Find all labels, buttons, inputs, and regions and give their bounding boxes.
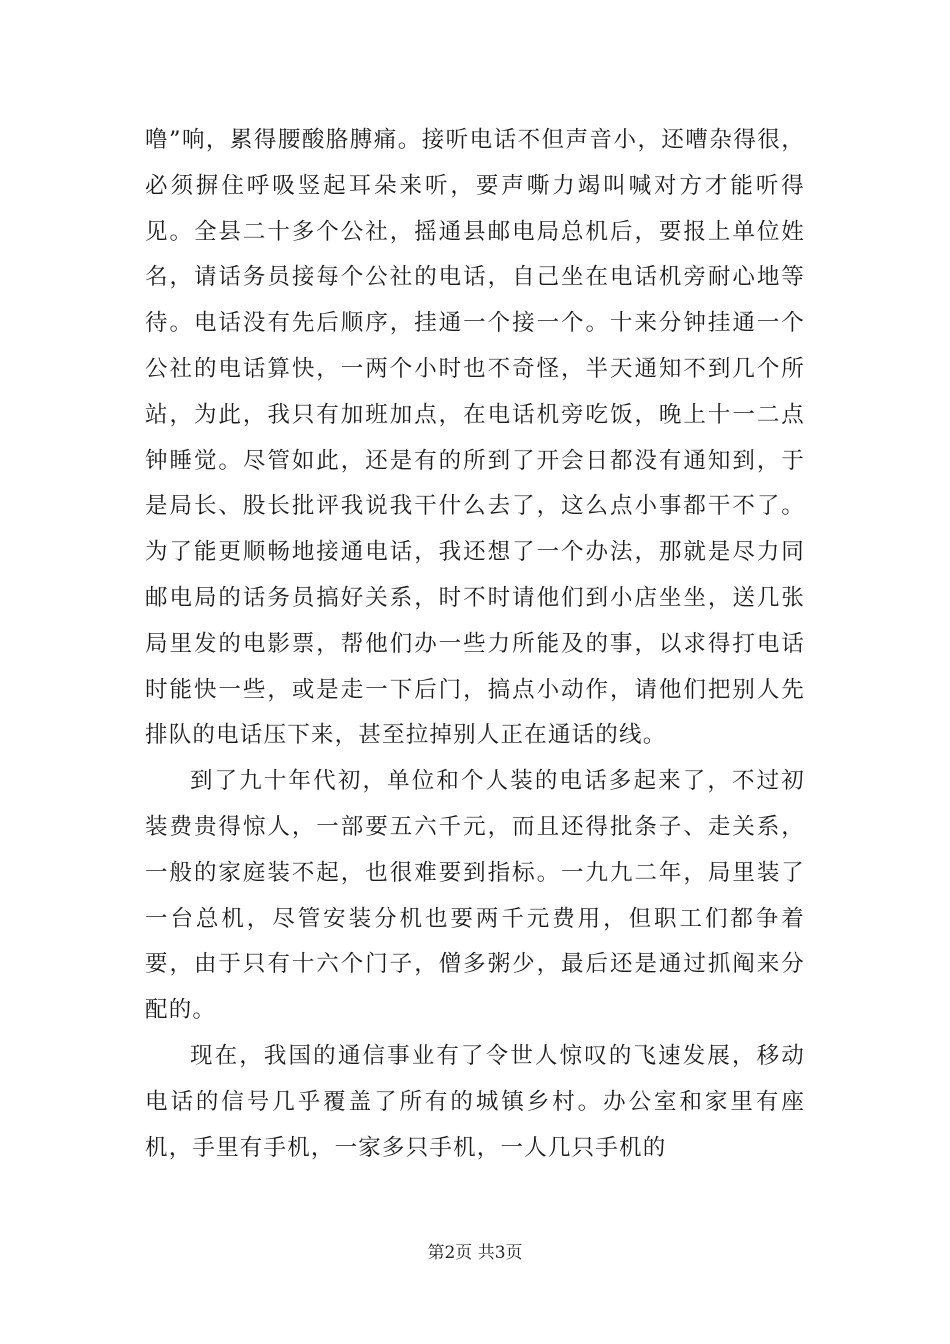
page-number-footer: 第2页 共3页 [427,1243,523,1263]
paragraph-3: 现在，我国的通信事业有了令世人惊叹的飞速发展，移动电话的信号几乎覆盖了所有的城镇乡村。办公室和家里有座机，手里有手机，一家多只手机，一人几只手机的 [145,1042,805,1161]
page-body [145,118,805,1171]
paragraph-2: 到了九十年代初，单位和个人装的电话多起来了，不过初装费贵得惊人，一部要五六千元，而且还得批条子、走关系，一般的家庭装不起，也很难要到指标。一九九二年，局里装了一台总机，尽管安装分机也要两千元费用，但职工们都争着要，由于只有十六个门子，僧多粥少，最后还是通过抓阄来分配的。 [145,768,805,1024]
paragraph-1: 噜”响，累得腰酸胳膊痛。接听电话不但声音小，还嘈杂得很，必须摒住呼吸竖起耳朵来听，要声嘶力竭叫喊对方才能听得见。全县二十多个公社，摇通县邮电局总机后，要报上单位姓名，请话务员接每个公社的电话，自己坐在电话机旁耐心地等待。电话没有先后顺序，挂通一个接一个。十来分钟挂通一个公社的电话算快，一两个小时也不奇怪，半天通知不到几个所站，为此，我只有加班加点，在电话机旁吃饭，晚上十一二点钟睡觉。尽管如此，还是有的所到了开会日都没有通知到，于是局长、股长批评我说我干什么去了，这么点小事都干不了。为了能更顺畅地接通电话，我还想了一个办法，那就是尽力同邮电局的话务员搞好关系，时不时请他们到小店坐坐，送几张局里发的电影票，帮他们办一些力所能及的事，以求得打电话时能快一些，或是走一下后门，搞点小动作，请他们把别人先排队的电话压下来，甚至拉掉别人正在通话的线。 [145,127,805,749]
